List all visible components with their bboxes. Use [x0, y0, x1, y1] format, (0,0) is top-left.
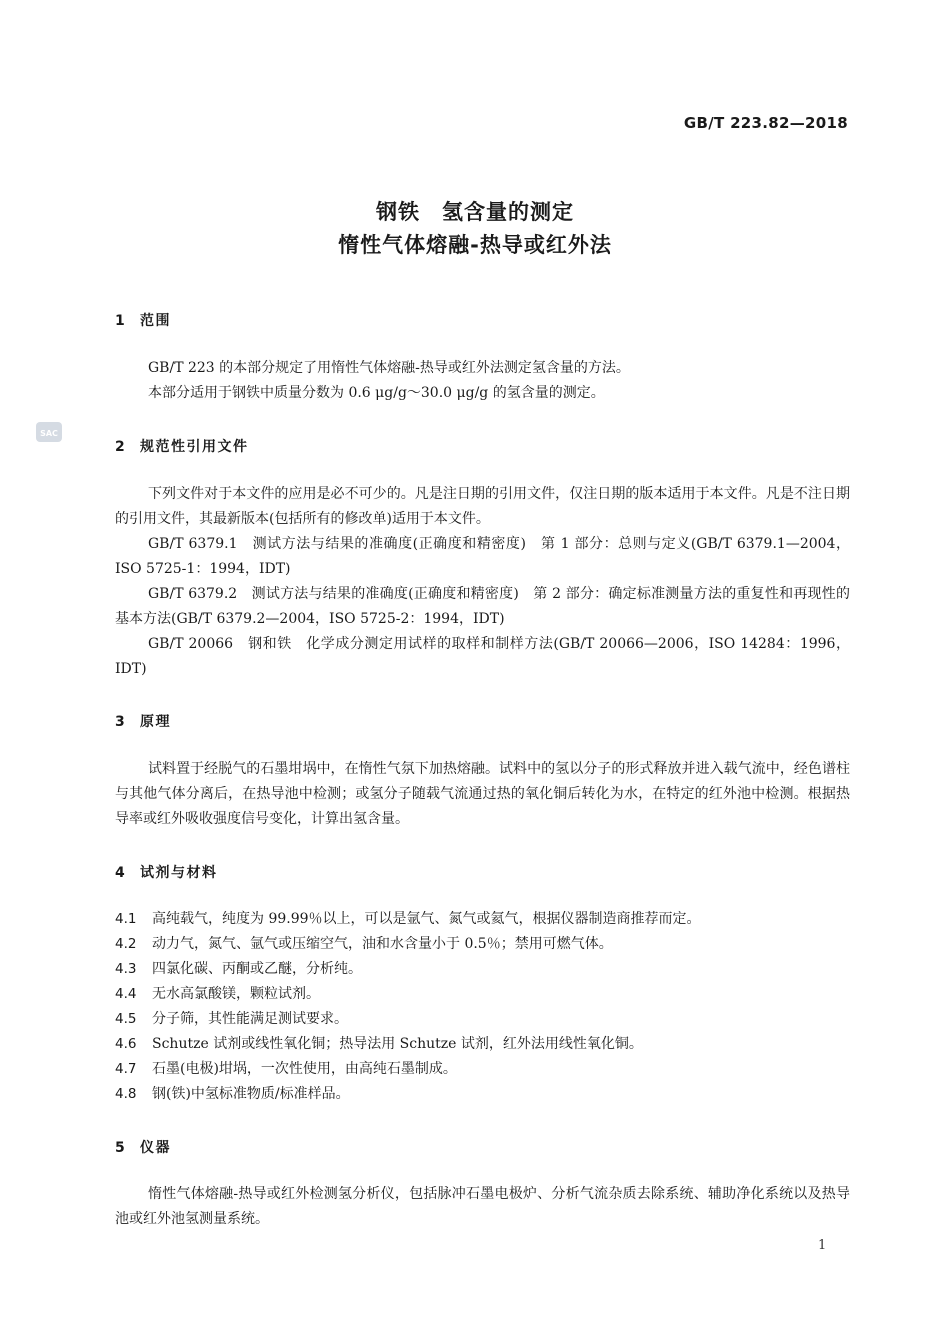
- reagent-item: 4.3 四氯化碳、丙酮或乙醚，分析纯。: [115, 961, 362, 977]
- section-number: 4: [115, 865, 125, 881]
- reagent-item: 4.7 石墨(电极)坩埚，一次性使用，由高纯石墨制成。: [115, 1061, 457, 1077]
- section-heading-normative-references: [115, 436, 249, 456]
- normative-ref-3: GB/T 20066 钢和铁 化学成分测定用试样的取样和制样方法(GB/T 20066—2006，ISO 14284：1996，IDT): [115, 636, 850, 677]
- page-number: 1: [818, 1238, 827, 1253]
- reagent-item: 4.4 无水高氯酸镁，颗粒试剂。: [115, 986, 320, 1002]
- section-label: 试剂与材料: [140, 865, 218, 881]
- apparatus-paragraph: 惰性气体熔融-热导或红外检测氢分析仪，包括脉冲石墨电极炉、分析气流杂质去除系统、辅助净化系统以及热导池或红外池氢测量系统。: [115, 1186, 850, 1227]
- reagent-item: 4.6 Schutze 试剂或线性氧化铜；热导法用 Schutze 试剂，红外法用线性氧化铜。: [115, 1036, 643, 1052]
- principle-paragraph: 试料置于经脱气的石墨坩埚中，在惰性气氛下加热熔融。试料中的氢以分子的形式释放并进入载气流中，经色谱柱与其他气体分离后，在热导池中检测；或氢分子随载气流通过热的氧化铜后转化为水，在特定的红外池中检测。根据热导率或红外吸收强度信号变化，计算出氢含量。: [115, 761, 850, 827]
- sac-watermark-icon: [36, 422, 62, 442]
- section-number: 2: [115, 439, 125, 455]
- reagent-item: 4.8 钢(铁)中氢标准物质/标准样品。: [115, 1086, 350, 1102]
- scope-paragraph-1: GB/T 223 的本部分规定了用惰性气体熔融-热导或红外法测定氢含量的方法。: [148, 360, 630, 376]
- reagent-item: 4.2 动力气，氮气、氩气或压缩空气，油和水含量小于 0.5％；禁用可燃气体。: [115, 936, 613, 952]
- section-heading-reagents: [115, 862, 218, 882]
- svg-text:SAC: SAC: [40, 429, 58, 438]
- section-label: 范围: [140, 313, 171, 329]
- document-title: 钢铁 氢含量的测定: [376, 200, 574, 224]
- section-heading-principle: [115, 711, 171, 731]
- reagent-item: 4.1 高纯载气，纯度为 99.99％以上，可以是氩气、氮气或氦气，根据仪器制造商推荐而定。: [115, 911, 701, 927]
- section-number: 5: [115, 1140, 125, 1156]
- section-label: 规范性引用文件: [140, 439, 249, 455]
- normative-intro: 下列文件对于本文件的应用是必不可少的。凡是注日期的引用文件，仅注日期的版本适用于本文件。凡是不注日期的引用文件，其最新版本(包括所有的修改单)适用于本文件。: [115, 486, 850, 527]
- normative-ref-1: GB/T 6379.1 测试方法与结果的准确度(正确度和精密度) 第 1 部分：总则与定义(GB/T 6379.1—2004，ISO 5725-1：1994，IDT): [115, 536, 850, 577]
- section-label: 仪器: [140, 1140, 171, 1156]
- section-number: 1: [115, 313, 125, 329]
- reagent-item: 4.5 分子筛，其性能满足测试要求。: [115, 1011, 348, 1027]
- section-number: 3: [115, 714, 125, 730]
- section-heading-scope: [115, 310, 171, 330]
- standard-code: GB/T 223.82—2018: [683, 114, 848, 132]
- normative-ref-2: GB/T 6379.2 测试方法与结果的准确度(正确度和精密度) 第 2 部分：确定标准测量方法的重复性和再现性的基本方法(GB/T 6379.2—2004，ISO 5725-2：1994，IDT): [115, 586, 850, 627]
- document-subtitle: 惰性气体熔融-热导或红外法: [338, 233, 612, 257]
- scope-paragraph-2: 本部分适用于钢铁中质量分数为 0.6 μg/g～30.0 μg/g 的氢含量的测定。: [148, 385, 605, 401]
- section-heading-apparatus: [115, 1137, 171, 1157]
- section-label: 原理: [140, 714, 171, 730]
